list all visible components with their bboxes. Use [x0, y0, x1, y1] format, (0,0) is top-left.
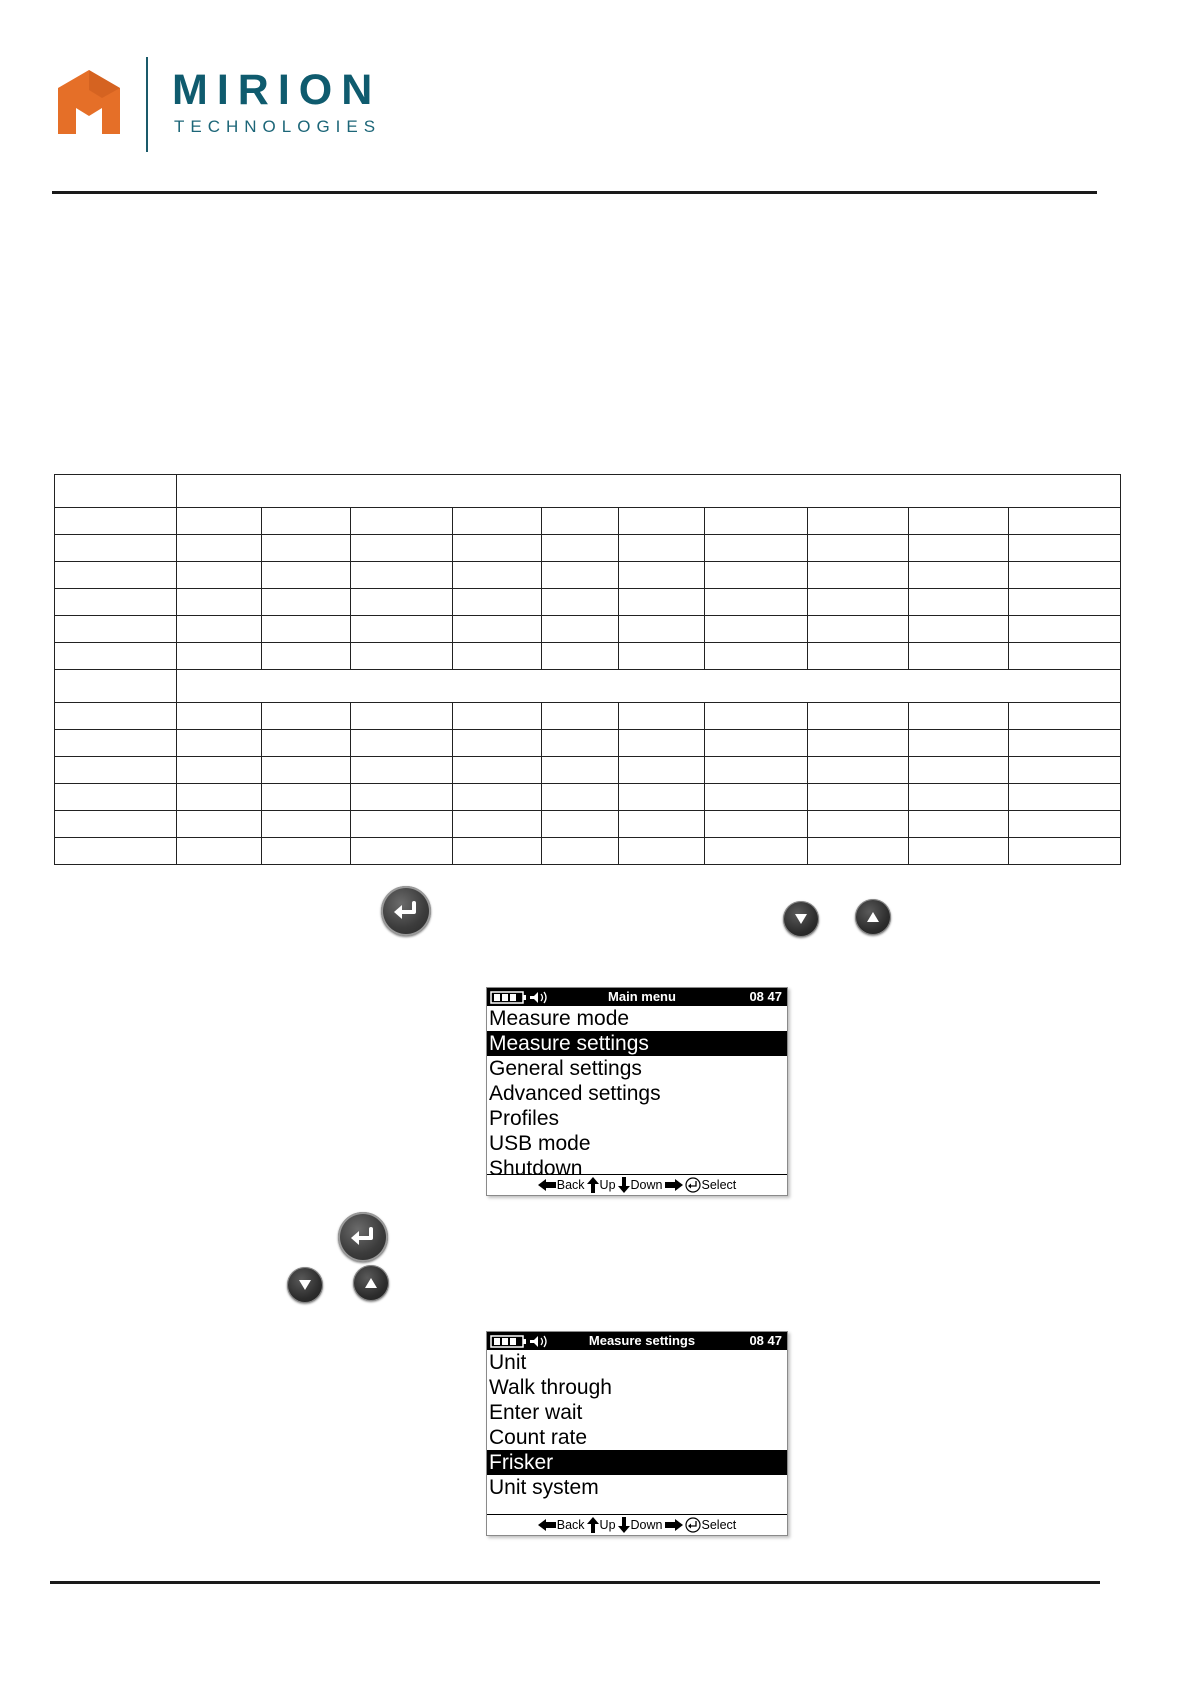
table-cell: [55, 616, 177, 643]
table-cell: [262, 784, 351, 811]
menu-item[interactable]: Walk through: [489, 1376, 612, 1399]
table-cell: [177, 616, 262, 643]
table-cell: [619, 535, 705, 562]
table-cell: [55, 535, 177, 562]
table-cell: [453, 616, 542, 643]
table-cell: [705, 643, 808, 670]
table-row: [55, 703, 1121, 730]
table-cell: [453, 838, 542, 865]
table-cell: [1009, 616, 1121, 643]
footer-up: Up: [587, 1177, 616, 1193]
enter-button-2[interactable]: [338, 1212, 388, 1262]
table-cell: [262, 562, 351, 589]
table-cell: [55, 784, 177, 811]
table-cell: [177, 670, 1121, 703]
footer-back: Back: [538, 1518, 585, 1532]
table-cell: [909, 703, 1009, 730]
table-cell: [705, 616, 808, 643]
table-cell: [619, 616, 705, 643]
table-cell: [619, 589, 705, 616]
table-cell: [808, 535, 909, 562]
table-cell: [542, 838, 619, 865]
table-cell: [619, 730, 705, 757]
spec-table: [54, 474, 1121, 865]
arrow-up-icon: [587, 1517, 599, 1533]
table-cell: [619, 784, 705, 811]
arrow-left-icon: [538, 1179, 556, 1191]
table-cell: [705, 508, 808, 535]
mirion-logo-icon: [56, 68, 122, 140]
main-menu-list: [487, 1006, 787, 1180]
table-cell: [1009, 589, 1121, 616]
table-cell: [705, 838, 808, 865]
table-cell: [177, 811, 262, 838]
table-cell: [909, 643, 1009, 670]
table-cell: [55, 643, 177, 670]
footer-up: Up: [587, 1517, 616, 1533]
down-button[interactable]: [783, 901, 819, 937]
table-cell: [542, 589, 619, 616]
enter-return-icon: [392, 901, 420, 921]
table-cell: [351, 616, 453, 643]
table-cell: [808, 589, 909, 616]
table-cell: [262, 811, 351, 838]
table-row: [55, 811, 1121, 838]
table-cell: [351, 508, 453, 535]
table-cell: [909, 535, 1009, 562]
table-cell: [909, 508, 1009, 535]
table-cell: [177, 475, 1121, 508]
measure-settings-list: [487, 1350, 787, 1514]
table-cell: [808, 643, 909, 670]
table-cell: [55, 670, 177, 703]
footer-select: Select: [685, 1517, 737, 1533]
footer-back: Back: [538, 1178, 585, 1192]
table-cell: [453, 589, 542, 616]
table-cell: [705, 562, 808, 589]
table-row: [55, 589, 1121, 616]
table-cell: [808, 757, 909, 784]
table-cell: [351, 784, 453, 811]
table-cell: [909, 757, 1009, 784]
table-cell: [542, 535, 619, 562]
menu-item[interactable]: General settings: [489, 1057, 642, 1080]
table-section-header-row: [55, 475, 1121, 508]
table-cell: [1009, 535, 1121, 562]
table-cell: [55, 508, 177, 535]
brand-name: MIRION: [172, 66, 382, 114]
arrow-down-icon: [618, 1517, 630, 1533]
table-cell: [262, 730, 351, 757]
table-cell: [351, 703, 453, 730]
table-cell: [351, 811, 453, 838]
table-cell: [177, 643, 262, 670]
table-row: [55, 757, 1121, 784]
table-cell: [177, 838, 262, 865]
table-cell: [909, 784, 1009, 811]
table-cell: [542, 703, 619, 730]
up-button[interactable]: [855, 899, 891, 935]
table-cell: [177, 757, 262, 784]
table-cell: [909, 838, 1009, 865]
screen-clock: 08 47: [749, 1333, 782, 1348]
table-cell: [542, 562, 619, 589]
menu-item[interactable]: Advanced settings: [489, 1082, 661, 1105]
table-cell: [542, 784, 619, 811]
table-cell: [542, 643, 619, 670]
table-cell: [705, 535, 808, 562]
table-cell: [705, 703, 808, 730]
table-cell: [619, 757, 705, 784]
arrow-down-icon: [618, 1177, 630, 1193]
table-cell: [705, 589, 808, 616]
menu-item[interactable]: Frisker: [487, 1450, 787, 1475]
menu-item-partial[interactable]: Shutdown: [489, 1157, 583, 1180]
arrow-right-icon: [665, 1519, 683, 1531]
table-cell: [453, 757, 542, 784]
table-cell: [542, 757, 619, 784]
screen-titlebar: [487, 1332, 787, 1350]
table-cell: [262, 616, 351, 643]
table-cell: [177, 703, 262, 730]
table-cell: [808, 508, 909, 535]
main-menu-screen: [486, 987, 788, 1196]
table-cell: [55, 475, 177, 508]
table-cell: [453, 730, 542, 757]
table-row: [55, 508, 1121, 535]
table-cell: [55, 730, 177, 757]
screen-clock: 08 47: [749, 989, 782, 1004]
screen-footer: [487, 1514, 787, 1535]
table-cell: [1009, 643, 1121, 670]
table-cell: [808, 730, 909, 757]
table-cell: [453, 508, 542, 535]
table-row: [55, 535, 1121, 562]
menu-item[interactable]: Measure mode: [489, 1007, 630, 1030]
table-cell: [177, 589, 262, 616]
table-cell: [619, 703, 705, 730]
screen-title: Main menu: [608, 989, 676, 1004]
menu-item[interactable]: Count rate: [489, 1426, 588, 1449]
table-cell: [262, 535, 351, 562]
table-cell: [1009, 730, 1121, 757]
footer-down: Down: [618, 1177, 663, 1193]
footer-down: Down: [618, 1517, 663, 1533]
enter-circle-icon: [685, 1177, 701, 1193]
table-cell: [453, 535, 542, 562]
table-cell: [453, 643, 542, 670]
table-cell: [262, 643, 351, 670]
table-cell: [542, 508, 619, 535]
table-cell: [351, 730, 453, 757]
table-cell: [542, 811, 619, 838]
table-cell: [453, 811, 542, 838]
battery-speaker-status-icon: [490, 991, 554, 1004]
table-cell: [619, 508, 705, 535]
table-row: [55, 616, 1121, 643]
table-cell: [619, 562, 705, 589]
table-cell: [351, 643, 453, 670]
menu-item[interactable]: Unit system: [489, 1476, 599, 1499]
table-cell: [619, 838, 705, 865]
table-section-header-row: [55, 670, 1121, 703]
table-cell: [177, 508, 262, 535]
table-cell: [1009, 703, 1121, 730]
table-cell: [262, 838, 351, 865]
table-cell: [262, 757, 351, 784]
arrow-up-icon: [587, 1177, 599, 1193]
table-cell: [619, 811, 705, 838]
table-cell: [1009, 838, 1121, 865]
enter-circle-icon: [685, 1517, 701, 1533]
table-cell: [909, 730, 1009, 757]
table-cell: [177, 562, 262, 589]
table-cell: [808, 784, 909, 811]
down-button-2[interactable]: [287, 1267, 323, 1303]
menu-item[interactable]: USB mode: [489, 1132, 591, 1155]
triangle-up-icon: [866, 911, 880, 923]
triangle-up-icon: [364, 1277, 378, 1289]
table-cell: [351, 838, 453, 865]
table-cell: [619, 643, 705, 670]
header-rule: [52, 191, 1097, 194]
table-cell: [808, 838, 909, 865]
menu-item[interactable]: Unit: [489, 1351, 527, 1374]
table-cell: [55, 757, 177, 784]
table-row: [55, 562, 1121, 589]
table-cell: [705, 811, 808, 838]
table-row: [55, 730, 1121, 757]
table-cell: [1009, 508, 1121, 535]
triangle-down-icon: [794, 913, 808, 925]
table-cell: [808, 811, 909, 838]
table-cell: [55, 838, 177, 865]
table-cell: [1009, 757, 1121, 784]
table-cell: [262, 589, 351, 616]
table-cell: [55, 562, 177, 589]
table-cell: [453, 703, 542, 730]
table-cell: [705, 757, 808, 784]
menu-item[interactable]: Profiles: [489, 1107, 560, 1130]
battery-speaker-status-icon: [490, 1335, 554, 1348]
enter-return-icon: [349, 1227, 377, 1247]
table-cell: [177, 535, 262, 562]
table-cell: [909, 811, 1009, 838]
footer-select: Select: [685, 1177, 737, 1193]
screen-titlebar: [487, 988, 787, 1006]
table-cell: [542, 616, 619, 643]
enter-button[interactable]: [381, 886, 431, 936]
menu-item[interactable]: Enter wait: [489, 1401, 583, 1424]
table-cell: [262, 508, 351, 535]
table-cell: [351, 535, 453, 562]
triangle-down-icon: [298, 1279, 312, 1291]
logo-divider: [146, 57, 148, 152]
arrow-left-icon: [538, 1519, 556, 1531]
table-cell: [351, 589, 453, 616]
table-row: [55, 643, 1121, 670]
table-cell: [1009, 811, 1121, 838]
table-cell: [453, 784, 542, 811]
table-cell: [909, 589, 1009, 616]
footer-right: [665, 1179, 683, 1191]
table-cell: [351, 562, 453, 589]
table-cell: [177, 730, 262, 757]
up-button-2[interactable]: [353, 1265, 389, 1301]
table-cell: [808, 562, 909, 589]
footer-right: [665, 1519, 683, 1531]
table-cell: [808, 703, 909, 730]
table-cell: [55, 589, 177, 616]
table-cell: [1009, 784, 1121, 811]
footer-rule: [50, 1581, 1100, 1584]
arrow-right-icon: [665, 1179, 683, 1191]
screen-title: Measure settings: [588, 1333, 696, 1348]
table-cell: [262, 703, 351, 730]
measure-settings-screen: [486, 1331, 788, 1536]
table-cell: [705, 730, 808, 757]
table-cell: [55, 811, 177, 838]
table-cell: [808, 616, 909, 643]
table-cell: [705, 784, 808, 811]
table-cell: [1009, 562, 1121, 589]
table-cell: [177, 784, 262, 811]
table-cell: [909, 562, 1009, 589]
table-cell: [55, 703, 177, 730]
table-cell: [909, 616, 1009, 643]
menu-item[interactable]: Measure settings: [487, 1031, 787, 1056]
table-cell: [453, 562, 542, 589]
brand-subtitle: TECHNOLOGIES: [174, 117, 382, 136]
table-cell: [542, 730, 619, 757]
table-row: [55, 784, 1121, 811]
table-row: [55, 838, 1121, 865]
table-cell: [351, 757, 453, 784]
